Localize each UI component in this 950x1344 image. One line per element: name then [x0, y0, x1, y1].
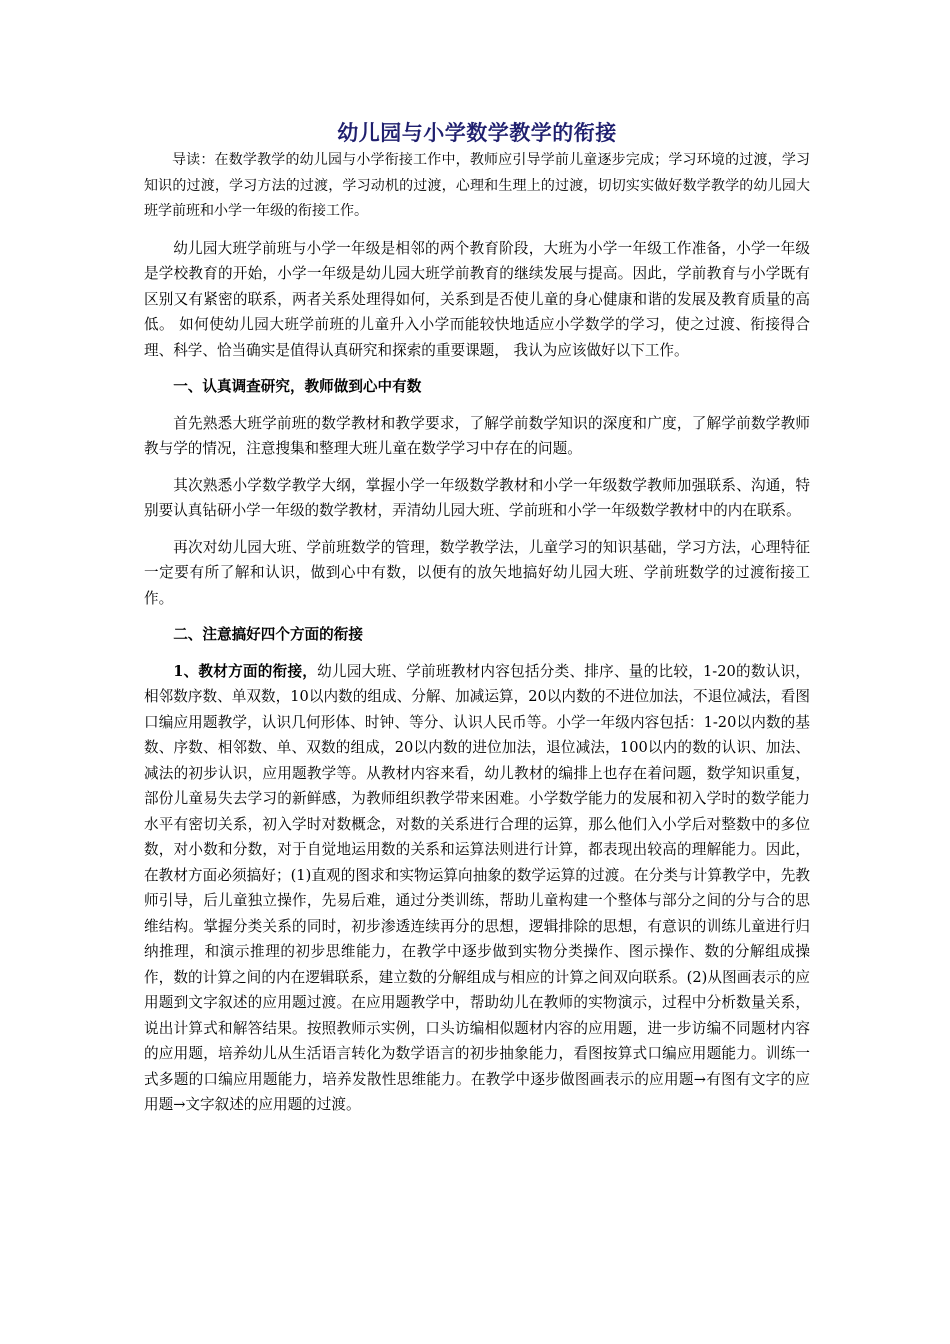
document-page: [144, 118, 810, 1129]
document-title: 幼儿园与小学数学教学的衔接: [337, 121, 617, 145]
item1-label: 1、教材方面的衔接，: [173, 662, 318, 680]
section1-paragraph: 首先熟悉大班学前班的数学教材和教学要求，了解学前数学知识的深度和广度，了解学前数学教师教与学的情况，注意搜集和整理大班儿童在数学学习中存在的问题。: [144, 414, 810, 457]
section-heading-1: 一、认真调查研究，教师做到心中有数: [173, 378, 422, 395]
intro-paragraph: 幼儿园大班学前班与小学一年级是相邻的两个教育阶段，大班为小学一年级工作准备，小学一年级是学校教育的开始，小学一年级是幼儿园大班学前教育的继续发展与提高。因此，学前教育与小学既有区别又有紧密的联系，两者关系处理得如何，关系到是否使儿童的身心健康和谐的发展及教育质量的高低。 如何使幼儿园大班学前班的儿童升入小学而能较快地适应小学数学的学习，使之过渡、衔接得合理、科学、恰当确实是值得认真研究和探索的重要课题， 我认为应该做好以下工作。: [144, 239, 810, 359]
section-heading-2: 二、注意搞好四个方面的衔接: [173, 626, 363, 643]
section2-paragraph: [144, 659, 810, 1118]
lead-paragraph: 导读：在数学教学的幼儿园与小学衔接工作中，教师应引导学前儿童逐步完成；学习环境的过渡，学习知识的过渡，学习方法的过渡，学习动机的过渡，心理和生理上的过渡，切切实实做好数学教学的幼儿园大班学前班和小学一年级的衔接工作。: [144, 152, 810, 219]
section1-paragraph: 再次对幼儿园大班、学前班数学的管理，数学教学法，儿童学习的知识基础，学习方法，心理特征一定要有所了解和认识，做到心中有数，以便有的放矢地搞好幼儿园大班、学前班数学的过渡衔接工作。: [144, 538, 810, 607]
item1-text: 幼儿园大班、学前班教材内容包括分类、排序、量的比较，1-20的数认识，相邻数序数、单双数，10以内数的组成、分解、加减运算，20以内数的不进位加法，不退位减法，看图口编应用题教学，认识几何形体、时钟、等分、认识人民币等。小学一年级内容包括：1-20以内数的基数、序数、相邻数、单、双数的组成，20以内数的进位加法，退位减法，100以内的数的认识、加法、减法的初步认识，应用题教学等。从教材内容来看，幼儿教材的编排上也存在着问题，数学知识重复，部份儿童易失去学习的新鲜感，为教师组织教学带来困难。小学数学能力的发展和初入学时的数学能力水平有密切关系，初入学时对数概念，对数的关系进行合理的运算，那么他们入小学后对整数中的多位数，对小数和分数，对于自觉地运用数的关系和运算法则进行计算，都表现出较高的理解能力。因此，在教材方面必须搞好；(1)直观的图求和实物运算向抽象的数学运算的过渡。在分类与计算教学中，先教师引导，后儿童独立操作，先易后难，通过分类训练，帮助儿童构建一个整体与部分之间的分与合的思维结构。掌握分类关系的同时，初步渗透连续再分的思想，逻辑排除的思想，有意识的训练儿童进行归纳推理，和演示推理的初步思维能力，在教学中逐步做到实物分类操作、图示操作、数的分解组成操作，数的计算之间的内在逻辑联系，建立数的分解组成与相应的计算之间双向联系。(2)从图画表示的应用题到文字叙述的应用题过渡。在应用题教学中，帮助幼儿在教师的实物演示，过程中分析数量关系，说出计算式和解答结果。按照教师示实例，口头访编相似题材内容的应用题，进一步访编不同题材内容的应用题，培养幼儿从生活语言转化为数学语言的初步抽象能力，看图按算式口编应用题能力。训练一式多题的口编应用题能力，培养发散性思维能力。在教学中逐步做图画表示的应用题→有图有文字的应用题→文字叙述的应用题的过渡。: [144, 662, 810, 1113]
section1-paragraph: 其次熟悉小学数学教学大纲，掌握小学一年级数学教材和小学一年级数学教师加强联系、沟通，特别要认真钻研小学一年级的数学教材，弄清幼儿园大班、学前班和小学一年级数学教材中的内在联系。: [144, 476, 810, 519]
